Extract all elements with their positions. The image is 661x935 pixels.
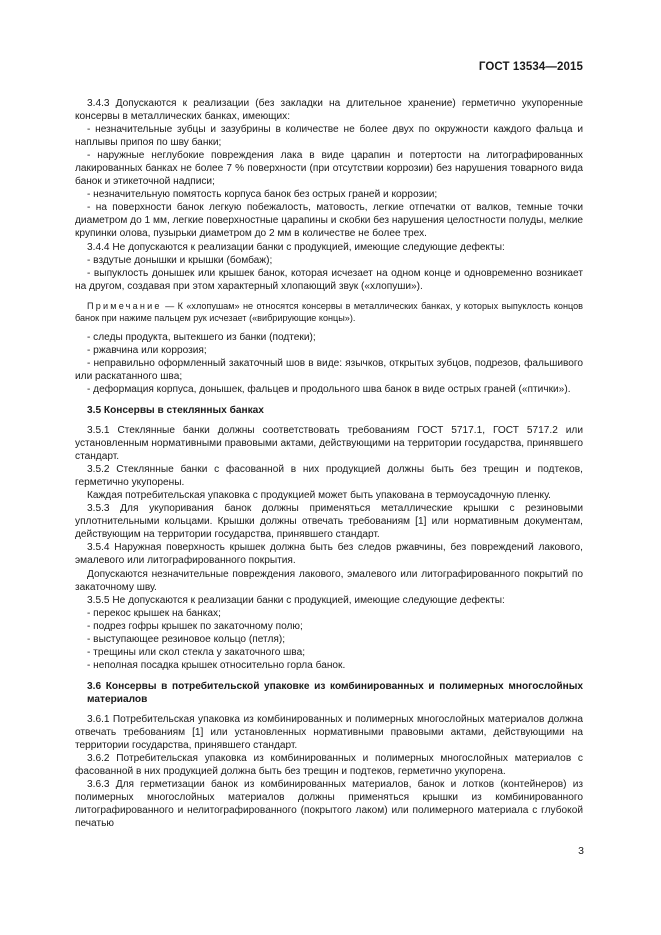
body-paragraph: - выпуклость донышек или крышек банок, которая исчезает на одном конце и одновременно возникает на другом, создавая при этом характерный хлопающий звук («хлопуши»). [75, 267, 583, 292]
body-paragraph: - трещины или скол стекла у закаточного шва; [87, 646, 306, 658]
document-body [75, 97, 583, 830]
body-paragraph: - незначительные зубцы и зазубрины в количестве не более двух по окружности каждого фальца и наплывы припоя по шву банки; [75, 124, 583, 149]
body-paragraph: 3.6.3 Для герметизации банок из комбинированных материалов, банок и лотков (контейнеров) из полимерных многослойных материалов должны применяться крышки из комбинированного литографированного и нелитографированного (покрытого лаком) или полимерного материала с глубокой печатью [75, 779, 583, 830]
body-paragraph: - вздутые донышки и крышки (бомбаж); [87, 254, 273, 266]
body-paragraph: 3.5.3 Для укупоривания банок должны применяться металлические крышки с резиновыми уплотнительными кольцами. Крышки должны отвечать требованиям [1] или нормативным документам, действующим на территории государства, принявшего стандарт. [75, 503, 583, 541]
note-paragraph [75, 300, 583, 324]
body-paragraph: - следы продукта, вытекшего из банки (подтеки); [87, 331, 316, 343]
body-paragraph: 3.5.1 Стеклянные банки должны соответствовать требованиям ГОСТ 5717.1, ГОСТ 5717.2 или установленным нормативными правовыми актами, действующими на территории государства, принявшего стандарт. [75, 424, 583, 463]
note-text: — К «хлопушам» не относятся консервы в металлических банках, у которых выпуклость концов банок при нажиме пальцем рук исчезает («вибрирующие концы»). [75, 300, 583, 323]
body-paragraph: - наружные неглубокие повреждения лака в виде царапин и потертости на литографированных лакированных банках не более 7 % поверхности (при отсутствии коррозии) без нарушения товарного вида банок и этикеточной надписи; [75, 150, 583, 188]
note-label: Примечание [87, 300, 162, 311]
body-paragraph: 3.5.2 Стеклянные банки с фасованной в них продукцией должны быть без трещин и подтеков, герметично укупорены. [75, 464, 583, 489]
body-paragraph: - незначительную помятость корпуса банок без острых граней и коррозии; [87, 189, 438, 201]
body-paragraph: 3.6.1 Потребительская упаковка из комбинированных и полимерных многослойных материалов должна отвечать требованиям [1] или установленных нормативными правовыми актами, действующими на территории государства, принявшего стандарт. [75, 713, 583, 752]
body-paragraph: - неполная посадка крышек относительно горла банок. [87, 659, 346, 671]
body-paragraph: - выступающее резиновое кольцо (петля); [87, 633, 286, 645]
body-paragraph: Каждая потребительская упаковка с продукцией может быть упакована в термоусадочную пленку. [87, 490, 551, 502]
body-paragraph: - перекос крышек на банках; [87, 607, 221, 619]
body-paragraph: 3.5.4 Наружная поверхность крышек должна быть без следов ржавчины, без повреждений лакового, эмалевого или литографированного покрытия. [75, 542, 583, 567]
body-paragraph: Допускаются незначительные повреждения лакового, эмалевого или литографированного покрытий по закаточному шву. [75, 568, 583, 593]
body-paragraph: - неправильно оформленный закаточный шов в виде: язычков, открытых зубцов, подрезов, фальшивого или раскатанного шва; [75, 357, 583, 382]
document-header: ГОСТ 13534—2015 [478, 61, 583, 73]
section-heading: 3.6 Консервы в потребительской упаковке из комбинированных и полимерных многослойных материалов [87, 680, 583, 705]
body-paragraph: 3.6.2 Потребительская упаковка из комбинированных и полимерных многослойных материалов с фасованной в них продукцией должна быть без трещин и подтеков, герметично укупорена. [75, 753, 583, 778]
body-paragraph: - деформация корпуса, донышек, фальцев и продольного шва банок в виде острых граней («птички»). [87, 383, 571, 395]
body-paragraph: 3.5.5 Не допускаются к реализации банки с продукцией, имеющие следующие дефекты: [87, 594, 505, 606]
body-paragraph: - подрез гофры крышек по закаточному полю; [87, 620, 303, 632]
page-number: 3 [578, 845, 584, 857]
body-paragraph: - на поверхности банок легкую побежалость, матовость, легкие отпечатки от валков, темные точки диаметром до 1 мм, легкие поверхностные царапины и скобки без нарушения целостности полуды, мелкие крупинки олова, пузырьки диаметром до 2 мм в количестве не более трех. [75, 202, 583, 240]
body-paragraph: 3.4.4 Не допускаются к реализации банки с продукцией, имеющие следующие дефекты: [87, 241, 505, 253]
section-heading: 3.5 Консервы в стеклянных банках [87, 404, 264, 416]
body-paragraph: - ржавчина или коррозия; [87, 344, 207, 356]
body-paragraph: 3.4.3 Допускаются к реализации (без закладки на длительное хранение) герметично укупоренные консервы в металлических банках, имеющих: [75, 98, 583, 123]
